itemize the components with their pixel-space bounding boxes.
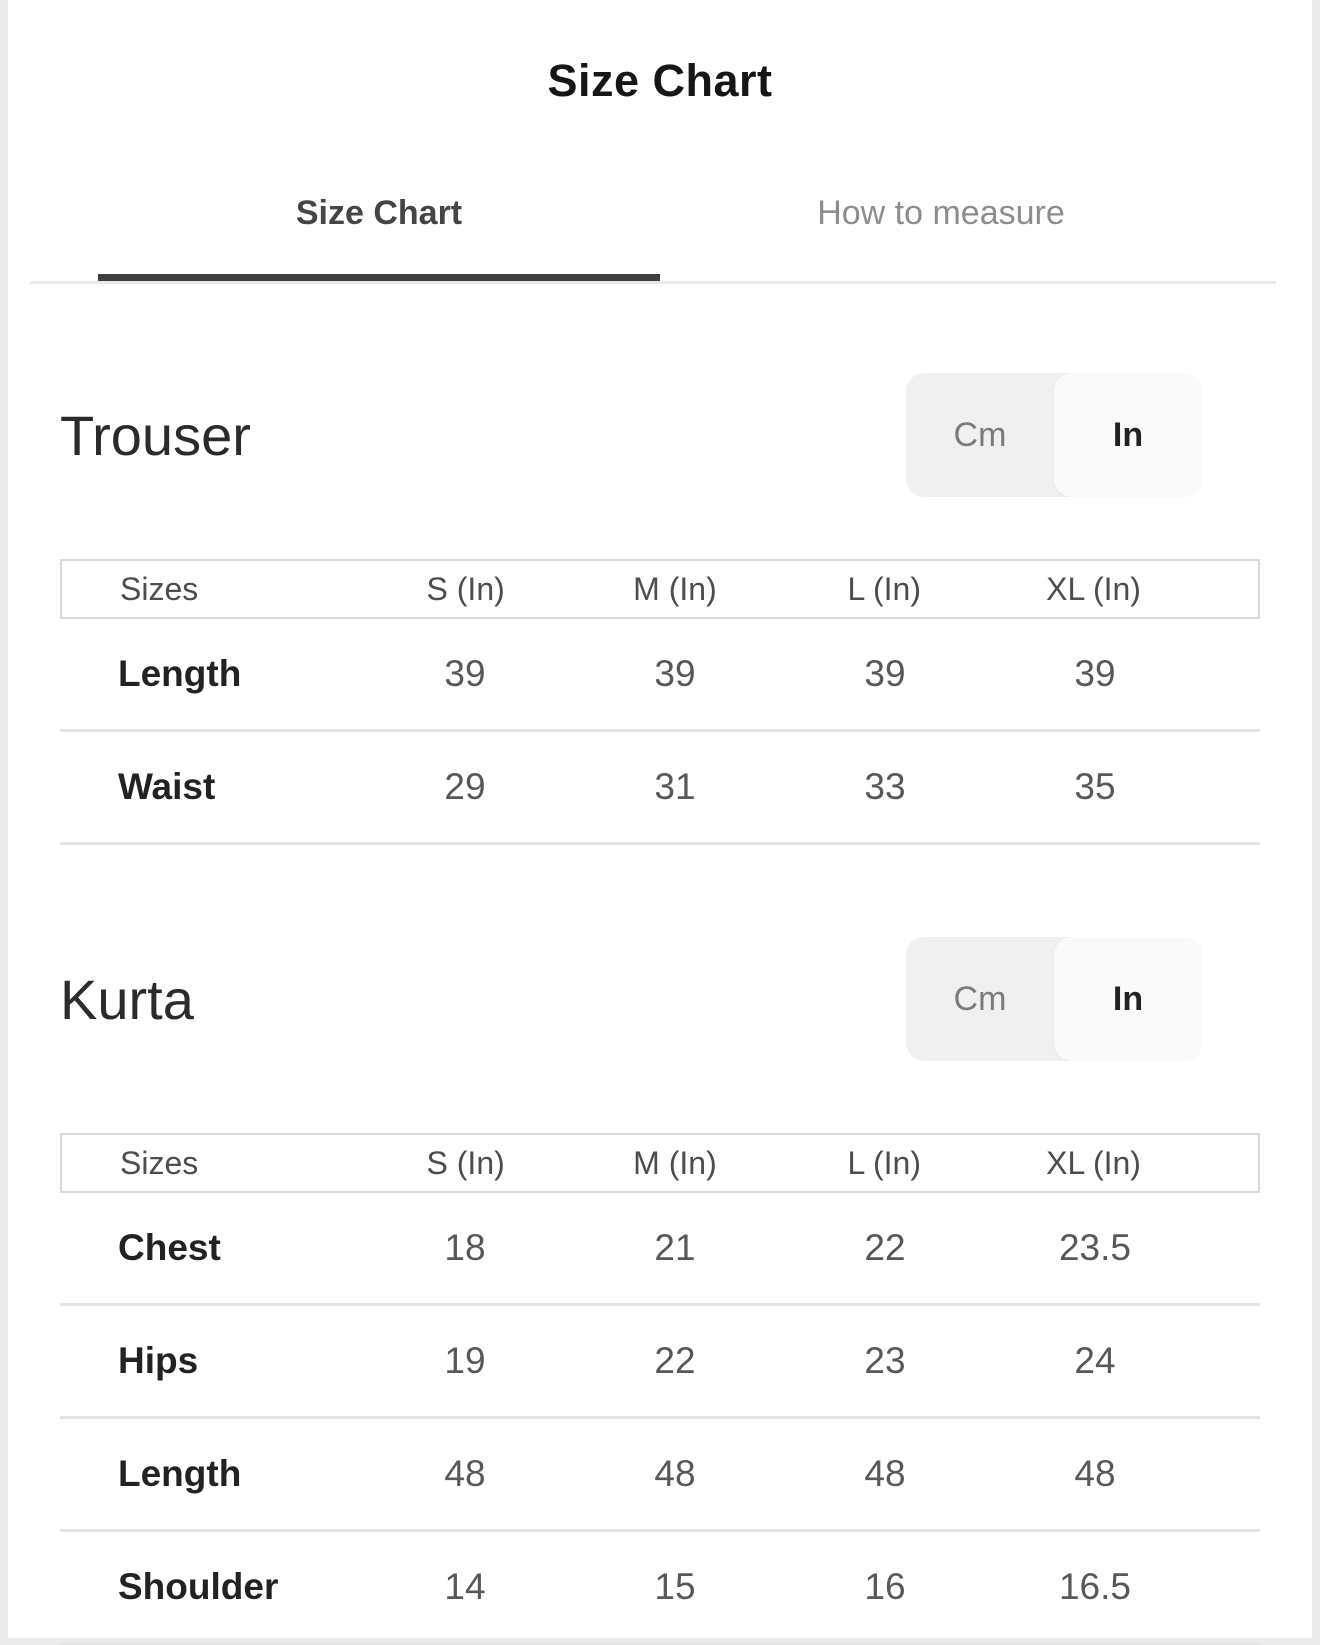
table-row: [60, 1193, 1260, 1306]
row-label: Hips: [118, 1340, 199, 1381]
size-section: [8, 373, 1312, 845]
column-header: Sizes: [120, 571, 199, 607]
cell-value: 33: [864, 766, 906, 807]
cell-value: 15: [654, 1566, 696, 1607]
column-header: XL (In): [1046, 1145, 1141, 1181]
unit-in-button[interactable]: In: [1054, 937, 1202, 1061]
row-label: Shoulder: [118, 1566, 279, 1607]
cell-value: 35: [1074, 766, 1116, 807]
tab-how-to-measure[interactable]: How to measure: [660, 192, 1222, 281]
cell-value: 22: [654, 1340, 696, 1381]
cell-value: 19: [444, 1340, 486, 1381]
unit-cm-button[interactable]: Cm: [906, 937, 1054, 1061]
table-row: [60, 1419, 1260, 1532]
unit-toggle: [906, 373, 1202, 497]
column-header: L (In): [847, 571, 921, 607]
table-body: [60, 619, 1260, 845]
section-header: [60, 373, 1260, 497]
cell-value: 39: [1074, 653, 1116, 694]
cell-value: 14: [444, 1566, 486, 1607]
cell-value: 31: [654, 766, 696, 807]
unit-in-button[interactable]: In: [1054, 373, 1202, 497]
row-label: Length: [118, 653, 242, 694]
column-header: L (In): [847, 1145, 921, 1181]
cell-value: 48: [1074, 1453, 1116, 1494]
table-header-row: [60, 559, 1260, 619]
cell-value: 48: [444, 1453, 486, 1494]
cell-value: 48: [654, 1453, 696, 1494]
cell-value: 23.5: [1058, 1227, 1131, 1268]
cell-value: 16: [864, 1566, 906, 1607]
size-table: [60, 559, 1260, 845]
cell-value: 39: [654, 653, 696, 694]
row-label: Length: [118, 1453, 242, 1494]
page-title: Size Chart: [547, 55, 773, 106]
sections-container: [8, 373, 1312, 1645]
cell-value: 18: [444, 1227, 486, 1268]
table-row: [60, 732, 1260, 845]
section-title: Trouser: [60, 403, 251, 467]
column-header: M (In): [633, 571, 717, 607]
cell-value: 24: [1074, 1340, 1116, 1381]
cell-value: 16.5: [1058, 1566, 1131, 1607]
column-header: M (In): [633, 1145, 717, 1181]
unit-cm-button[interactable]: Cm: [906, 373, 1054, 497]
cell-value: 39: [864, 653, 906, 694]
size-chart-sheet: [8, 0, 1312, 1638]
row-label: Chest: [118, 1227, 221, 1268]
table-body: [60, 1193, 1260, 1645]
section-title: Kurta: [60, 967, 194, 1031]
column-header: S (In): [426, 571, 505, 607]
table-row: [60, 619, 1260, 732]
cell-value: 21: [654, 1227, 696, 1268]
column-header: S (In): [426, 1145, 505, 1181]
tab-bar-divider: [30, 281, 1276, 284]
column-header: XL (In): [1046, 571, 1141, 607]
size-table: [60, 1133, 1260, 1645]
column-header: Sizes: [120, 1145, 199, 1181]
tab-size-chart[interactable]: Size Chart: [98, 192, 660, 281]
cell-value: 29: [444, 766, 486, 807]
section-header: [60, 937, 1260, 1061]
table-header-row: [60, 1133, 1260, 1193]
cell-value: 23: [864, 1340, 906, 1381]
table-row: [60, 1532, 1260, 1645]
cell-value: 48: [864, 1453, 906, 1494]
unit-toggle: [906, 937, 1202, 1061]
cell-value: 39: [444, 653, 486, 694]
cell-value: 22: [864, 1227, 906, 1268]
tab-bar: [8, 192, 1312, 281]
table-row: [60, 1306, 1260, 1419]
size-section: [8, 937, 1312, 1645]
row-label: Waist: [118, 766, 216, 807]
